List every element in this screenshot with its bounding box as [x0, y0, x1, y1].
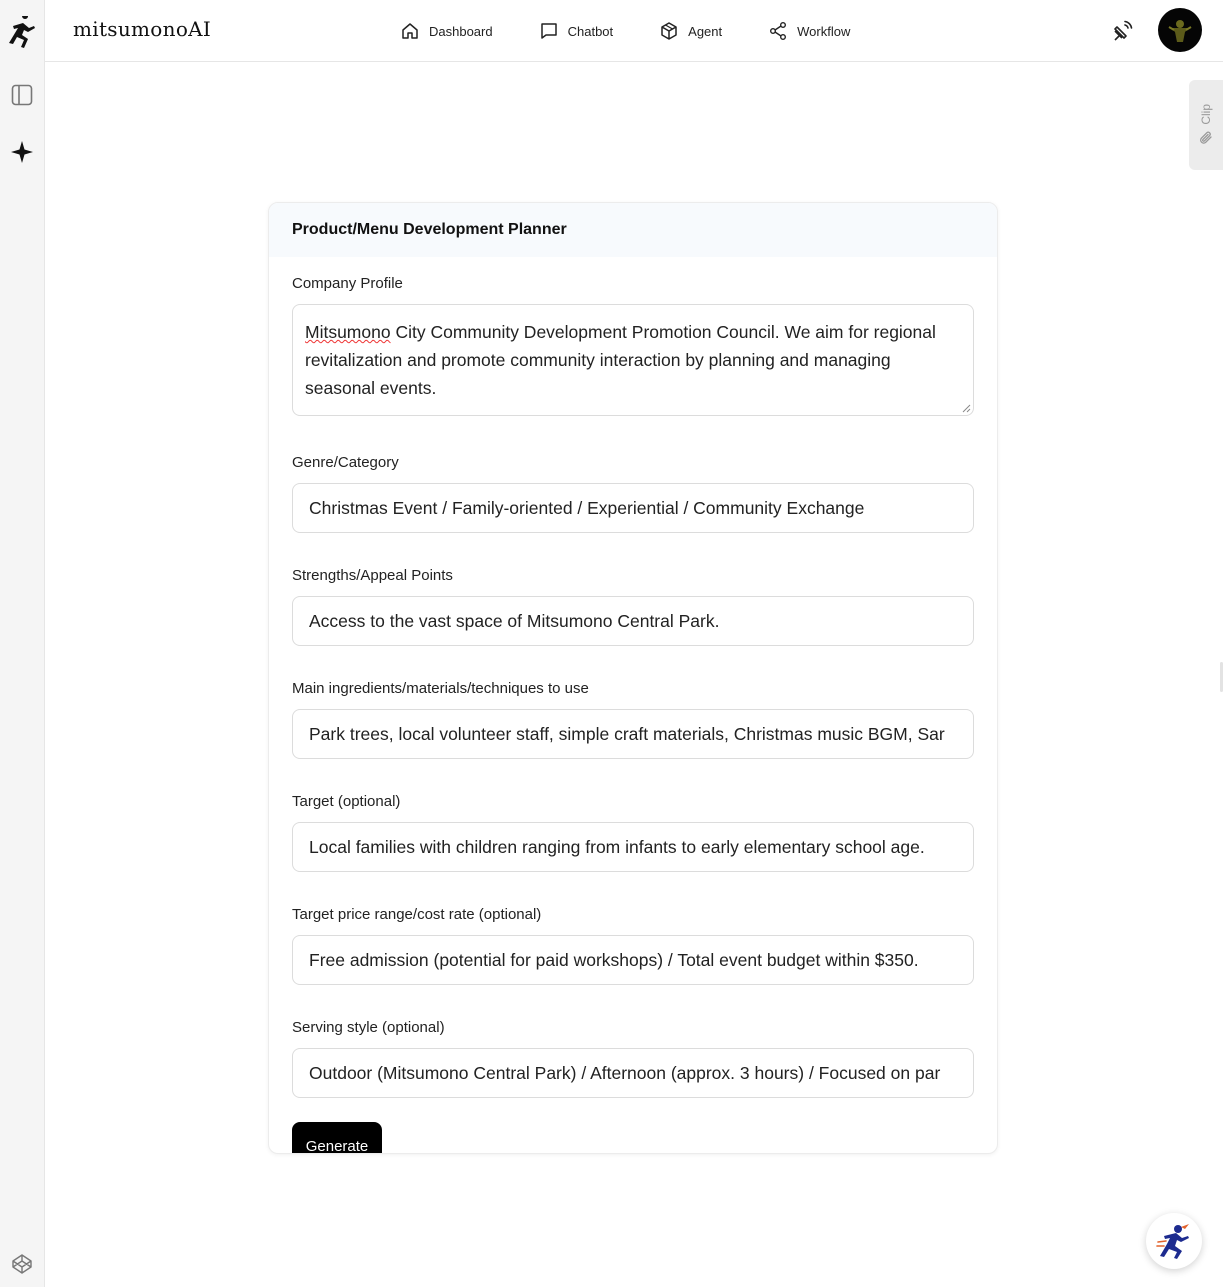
- nav-chatbot[interactable]: [539, 21, 614, 41]
- share-nodes-icon: [768, 21, 788, 41]
- clip-label: Clip: [1199, 103, 1213, 125]
- genre-label: Genre/Category: [292, 454, 399, 471]
- nav-dashboard-label: Dashboard: [429, 23, 493, 39]
- target-input[interactable]: Local families with children ranging from infants to early elementary school age.: [292, 822, 974, 872]
- clip-tab[interactable]: [1189, 80, 1223, 170]
- avatar[interactable]: [1158, 8, 1202, 52]
- ingredients-input[interactable]: Park trees, local volunteer staff, simple craft materials, Christmas music BGM, Sar: [292, 709, 974, 759]
- ninja-runner-icon: [1155, 1222, 1193, 1260]
- satellite-icon[interactable]: [1108, 17, 1136, 45]
- generate-button[interactable]: Generate: [292, 1122, 382, 1154]
- ingredients-label: Main ingredients/materials/techniques to use: [292, 680, 589, 697]
- left-rail: [0, 0, 45, 1287]
- target-label: Target (optional): [292, 793, 401, 810]
- main-nav: [400, 0, 896, 62]
- nav-agent-label: Agent: [688, 23, 723, 39]
- serving-label: Serving style (optional): [292, 1019, 445, 1036]
- cube-icon: [659, 21, 679, 41]
- company-profile-label: Company Profile: [292, 275, 403, 292]
- brand-name[interactable]: mitsumonoAI: [73, 17, 212, 41]
- codepen-icon[interactable]: [7, 1249, 37, 1279]
- strengths-label: Strengths/Appeal Points: [292, 567, 453, 584]
- nav-chatbot-label: Chatbot: [567, 23, 614, 39]
- price-label: Target price range/cost rate (optional): [292, 906, 542, 923]
- nav-dashboard[interactable]: [400, 21, 493, 41]
- serving-input[interactable]: Outdoor (Mitsumono Central Park) / Afternoon (approx. 3 hours) / Focused on par: [292, 1048, 974, 1098]
- resize-grip-icon[interactable]: [962, 404, 971, 413]
- sparkle-icon[interactable]: [7, 137, 37, 167]
- top-header: [45, 0, 1223, 62]
- logo-runner-icon[interactable]: [7, 18, 37, 48]
- card-title: Product/Menu Development Planner: [269, 203, 997, 257]
- strengths-input[interactable]: Access to the vast space of Mitsumono Central Park.: [292, 596, 974, 646]
- assistant-fab[interactable]: [1146, 1213, 1202, 1269]
- genre-input[interactable]: Christmas Event / Family-oriented / Experiential / Community Exchange: [292, 483, 974, 533]
- planner-card: [268, 202, 998, 1154]
- company-profile-value: City Community Development Promotion Council. We aim for regional revitalization and promote community interaction by planning and managing seasonal events.: [305, 322, 936, 398]
- nav-workflow[interactable]: [768, 21, 850, 41]
- sidebar-toggle-icon[interactable]: [7, 80, 37, 110]
- nav-agent[interactable]: [659, 21, 722, 41]
- price-input[interactable]: Free admission (potential for paid workshops) / Total event budget within $350.: [292, 935, 974, 985]
- nav-workflow-label: Workflow: [797, 23, 851, 39]
- home-icon: [400, 21, 420, 41]
- planner-form: [269, 257, 997, 1154]
- company-profile-textarea[interactable]: [292, 304, 974, 416]
- paperclip-icon: [1198, 130, 1214, 146]
- chat-bubble-icon: [539, 21, 559, 41]
- company-profile-first-word: Mitsumono: [305, 322, 391, 342]
